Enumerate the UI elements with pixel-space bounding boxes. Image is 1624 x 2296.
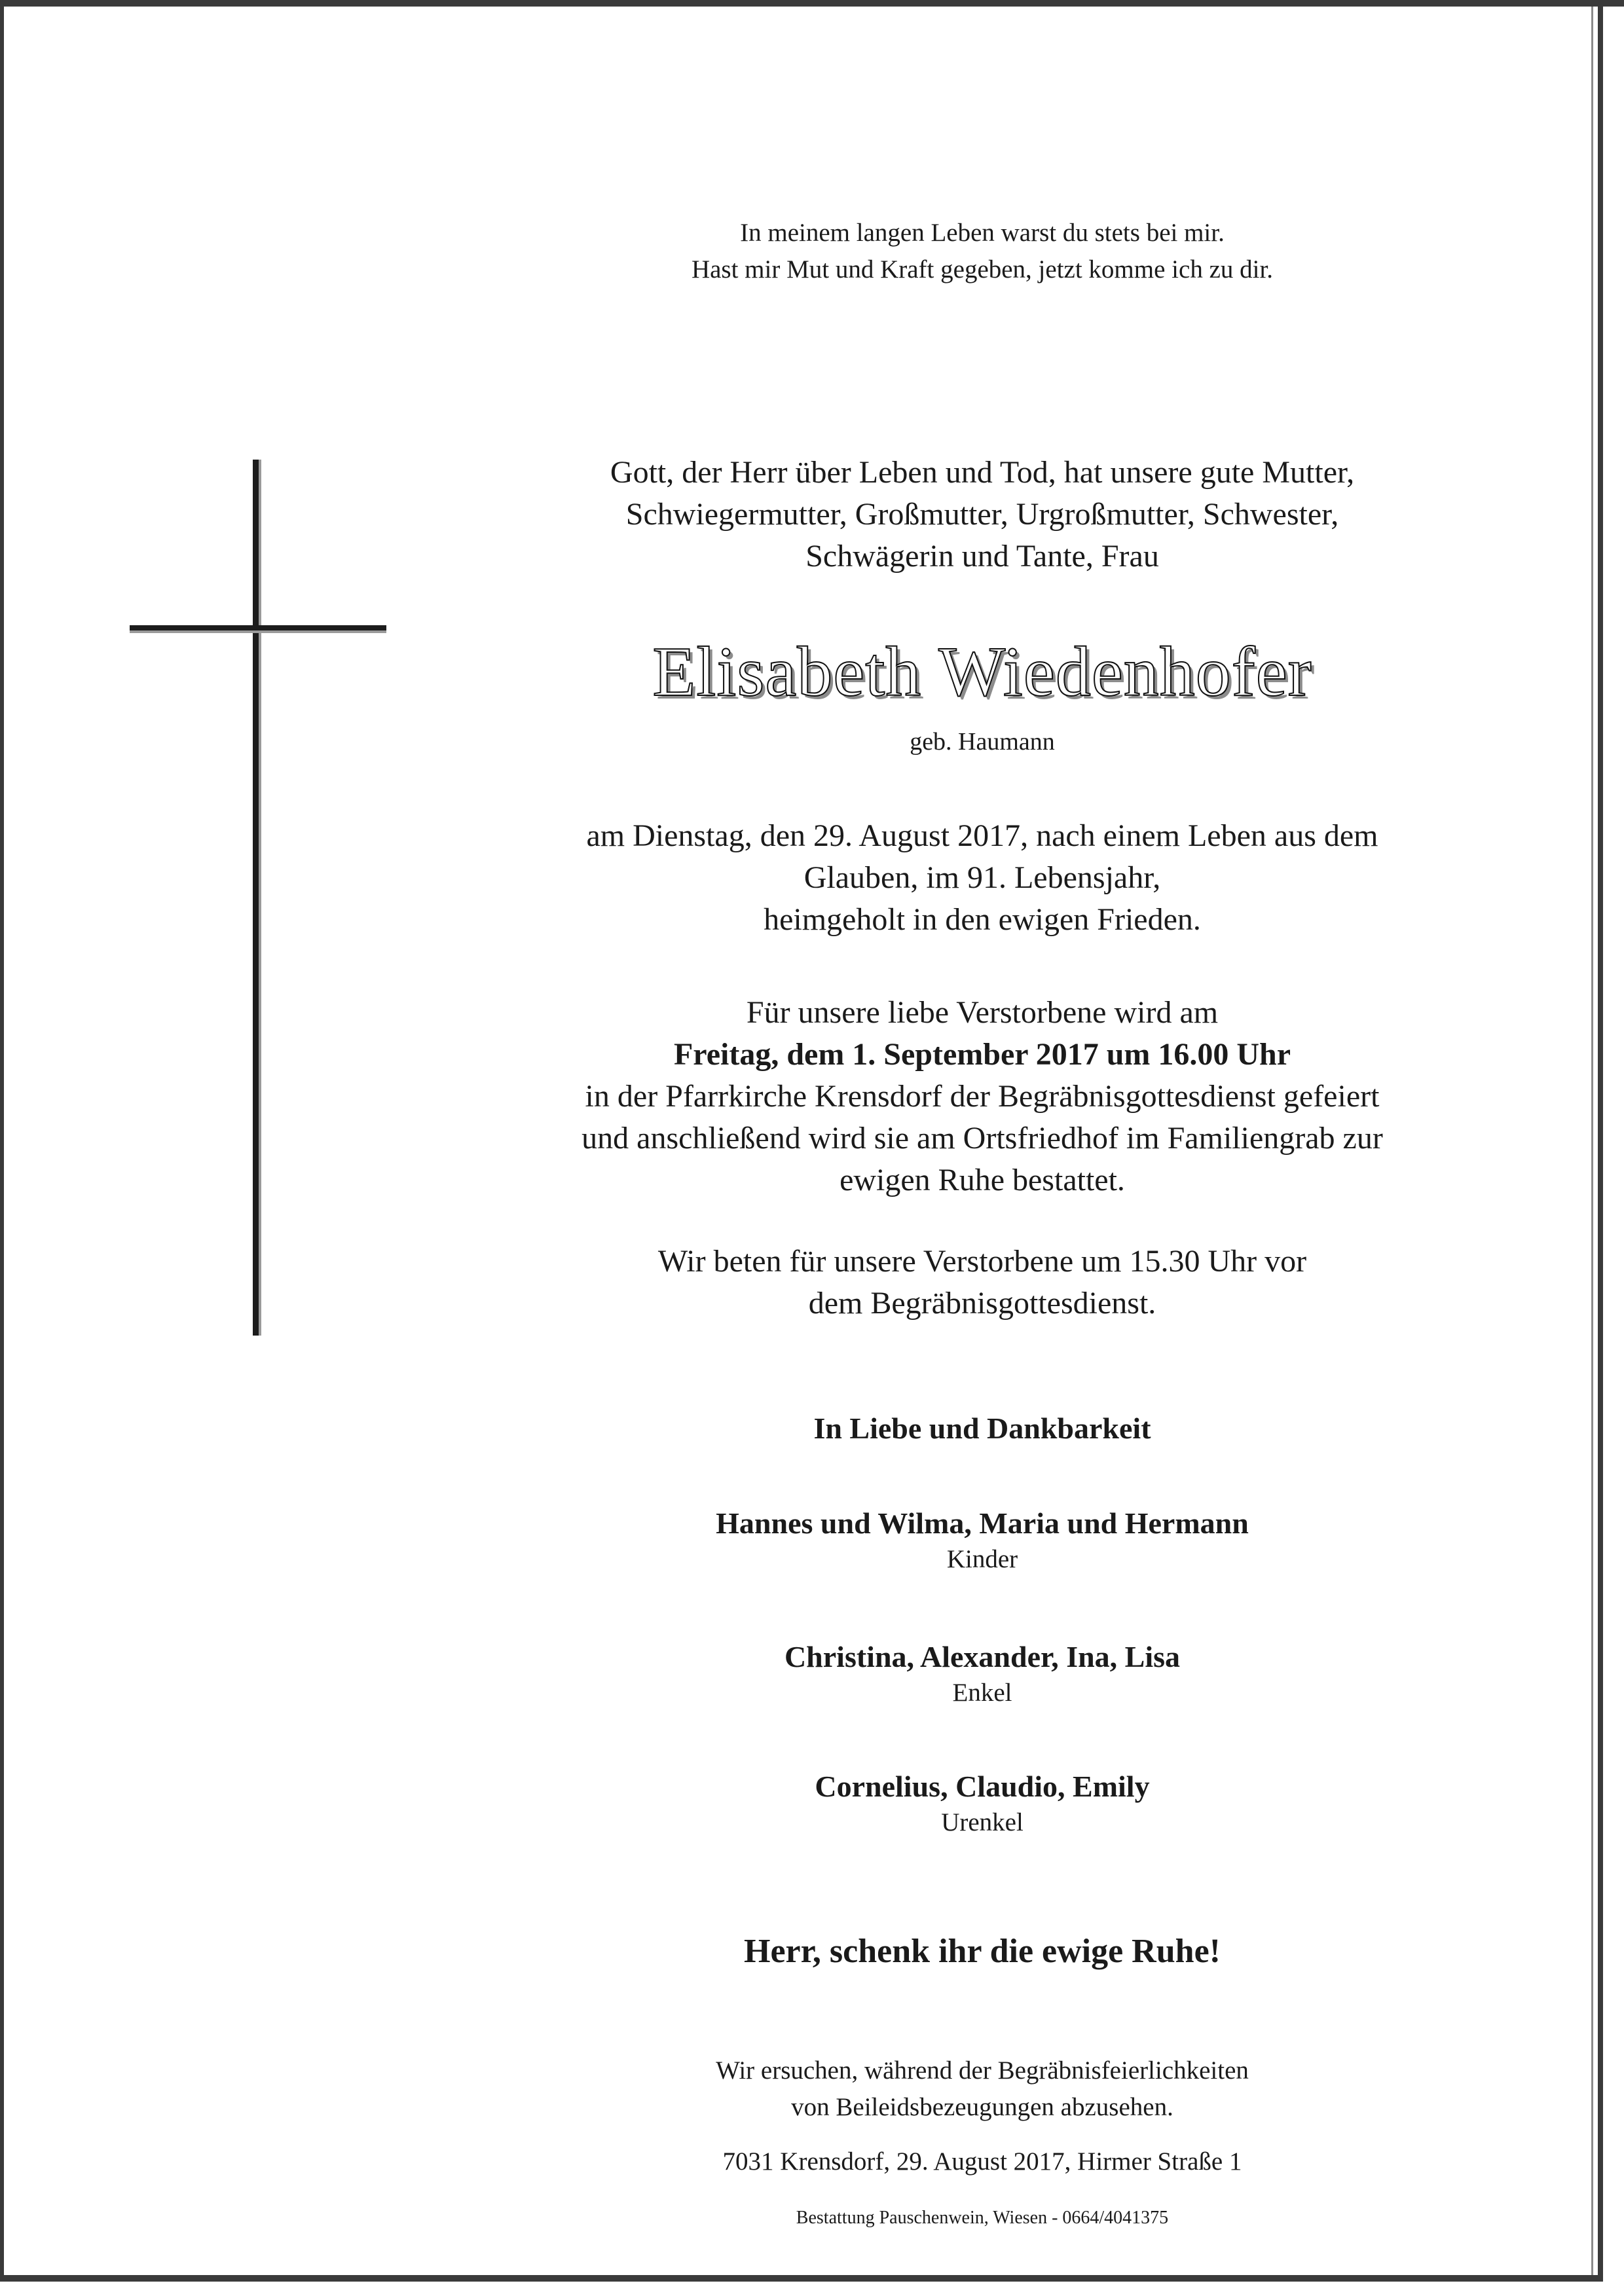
place-and-date: 7031 Krensdorf, 29. August 2017, Hirmer Straße 1 [722, 2147, 1242, 2176]
page-border-right [1598, 0, 1603, 2278]
maiden-name: geb. Haumann [910, 728, 1055, 756]
family-group-children [458, 1504, 1506, 1576]
announcement-intro [458, 452, 1506, 577]
funeral-line: ewigen Ruhe bestattet. [840, 1163, 1125, 1197]
thanks-heading: In Liebe und Dankbarkeit [813, 1412, 1151, 1445]
closing-prayer: Herr, schenk ihr die ewige Ruhe! [744, 1933, 1221, 1970]
intro-line: Schwägerin und Tante, Frau [805, 539, 1159, 574]
intro-line: Schwiegermutter, Großmutter, Urgroßmutter, Schwester, [625, 497, 1339, 532]
page-border-left [0, 0, 4, 2282]
family-role: Enkel [952, 1679, 1012, 1707]
condolence-request [458, 2052, 1506, 2126]
page-border-top [0, 0, 1624, 7]
death-line: am Dienstag, den 29. August 2017, nach einem Leben aus dem [586, 818, 1378, 853]
death-line: Glauben, im 91. Lebensjahr, [803, 860, 1161, 895]
funeral-lead: Für unsere liebe Verstorbene wird am [746, 995, 1219, 1030]
page-border-bottom [0, 2275, 1603, 2282]
intro-line: Gott, der Herr über Leben und Tod, hat unsere gute Mutter, [610, 455, 1355, 490]
prayer-line: dem Begräbnisgottesdienst. [808, 1286, 1156, 1321]
deceased-name: Elisabeth Wiedenhofer [652, 633, 1312, 711]
funeral-details [458, 992, 1506, 1201]
family-role: Kinder [946, 1545, 1018, 1573]
request-line: Wir ersuchen, während der Begräbnisfeierlichkeiten [716, 2056, 1249, 2085]
family-names: Christina, Alexander, Ina, Lisa [784, 1640, 1181, 1673]
family-names: Hannes und Wilma, Maria und Hermann [716, 1506, 1249, 1540]
funeral-line: und anschließend wird sie am Ortsfriedhof im Familiengrab zur [581, 1121, 1383, 1156]
prayer-line: Wir beten für unsere Verstorbene um 15.30 Uhr vor [657, 1244, 1307, 1279]
death-line: heimgeholt in den ewigen Frieden. [764, 902, 1201, 937]
undertaker-info: Bestattung Pauschenwein, Wiesen - 0664/4041375 [796, 2208, 1169, 2228]
prayer-notice [458, 1241, 1506, 1324]
cross-horizontal-bar [130, 625, 386, 630]
cross-vertical-bar [253, 460, 259, 1336]
family-group-great-grandchildren [458, 1768, 1506, 1840]
motto-line: In meinem langen Leben warst du stets bei mir. [740, 219, 1225, 247]
funeral-date: Freitag, dem 1. September 2017 um 16.00 Uhr [673, 1037, 1291, 1072]
death-notice [458, 815, 1506, 941]
family-names: Cornelius, Claudio, Emily [815, 1770, 1150, 1803]
funeral-line: in der Pfarrkirche Krensdorf der Begräbnisgottesdienst gefeiert [585, 1079, 1380, 1114]
motto-verse [458, 215, 1506, 288]
page-border-right-inner [1591, 7, 1593, 2275]
request-line: von Beileidsbezeugungen abzusehen. [791, 2093, 1173, 2121]
motto-line: Hast mir Mut und Kraft gegeben, jetzt komme ich zu dir. [691, 255, 1274, 283]
family-group-grandchildren [458, 1638, 1506, 1710]
family-role: Urenkel [941, 1808, 1024, 1836]
